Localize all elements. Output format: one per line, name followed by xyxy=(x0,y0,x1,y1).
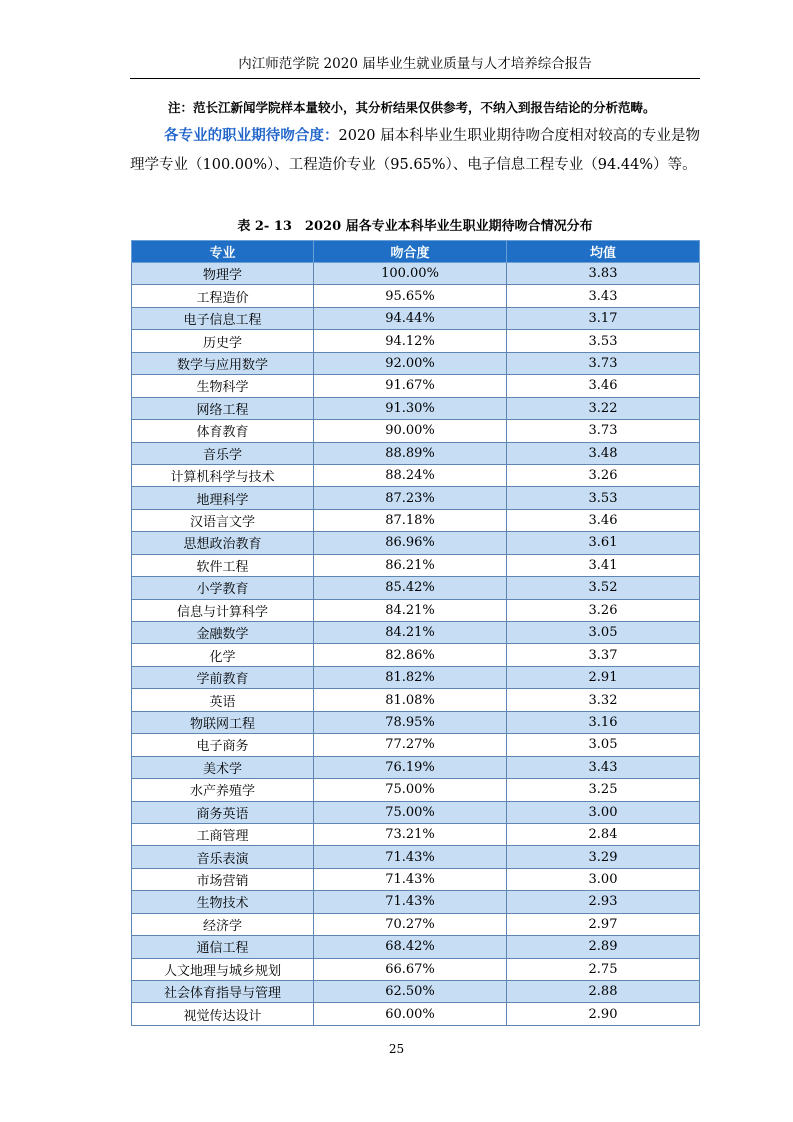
cell-mean: 3.73 xyxy=(507,420,700,442)
cell-match-rate: 91.30% xyxy=(314,397,507,419)
cell-major: 历史学 xyxy=(132,330,314,352)
cell-major: 生物科学 xyxy=(132,375,314,397)
cell-mean: 3.61 xyxy=(507,532,700,554)
table-row xyxy=(132,352,700,374)
cell-mean: 3.17 xyxy=(507,307,700,329)
table-row xyxy=(132,666,700,688)
cell-major: 音乐表演 xyxy=(132,846,314,868)
table-row xyxy=(132,689,700,711)
cell-major: 市场营销 xyxy=(132,868,314,890)
cell-major: 人文地理与城乡规划 xyxy=(132,958,314,980)
cell-mean: 3.53 xyxy=(507,330,700,352)
table-row xyxy=(132,958,700,980)
cell-major: 商务英语 xyxy=(132,801,314,823)
table-header-row xyxy=(132,241,700,263)
cell-match-rate: 71.43% xyxy=(314,891,507,913)
table-row xyxy=(132,487,700,509)
cell-mean: 3.26 xyxy=(507,464,700,486)
cell-major: 水产养殖学 xyxy=(132,779,314,801)
table-row xyxy=(132,913,700,935)
cell-match-rate: 71.43% xyxy=(314,868,507,890)
cell-major: 通信工程 xyxy=(132,936,314,958)
cell-mean: 3.41 xyxy=(507,554,700,576)
table-row xyxy=(132,464,700,486)
cell-match-rate: 86.96% xyxy=(314,532,507,554)
cell-match-rate: 86.21% xyxy=(314,554,507,576)
cell-match-rate: 77.27% xyxy=(314,734,507,756)
table-row xyxy=(132,846,700,868)
table-row xyxy=(132,509,700,531)
cell-match-rate: 71.43% xyxy=(314,846,507,868)
paragraph-lead: 各专业的职业期待吻合度： xyxy=(164,128,339,144)
cell-match-rate: 76.19% xyxy=(314,756,507,778)
cell-major: 信息与计算科学 xyxy=(132,599,314,621)
table-row xyxy=(132,981,700,1003)
cell-match-rate: 87.18% xyxy=(314,509,507,531)
cell-major: 音乐学 xyxy=(132,442,314,464)
table-row xyxy=(132,779,700,801)
cell-mean: 3.00 xyxy=(507,868,700,890)
cell-mean: 2.75 xyxy=(507,958,700,980)
header-major: 专业 xyxy=(132,241,314,263)
table-row xyxy=(132,263,700,285)
cell-major: 数学与应用数学 xyxy=(132,352,314,374)
cell-major: 化学 xyxy=(132,644,314,666)
cell-mean: 3.26 xyxy=(507,599,700,621)
cell-major: 网络工程 xyxy=(132,397,314,419)
cell-mean: 3.52 xyxy=(507,577,700,599)
table-row xyxy=(132,420,700,442)
cell-match-rate: 95.65% xyxy=(314,285,507,307)
cell-match-rate: 62.50% xyxy=(314,981,507,1003)
cell-mean: 2.97 xyxy=(507,913,700,935)
cell-major: 英语 xyxy=(132,689,314,711)
cell-match-rate: 87.23% xyxy=(314,487,507,509)
table-row xyxy=(132,734,700,756)
cell-major: 工程造价 xyxy=(132,285,314,307)
cell-match-rate: 68.42% xyxy=(314,936,507,958)
cell-match-rate: 81.08% xyxy=(314,689,507,711)
table-row xyxy=(132,622,700,644)
table-row xyxy=(132,532,700,554)
table-row xyxy=(132,330,700,352)
cell-mean: 3.43 xyxy=(507,285,700,307)
cell-major: 社会体育指导与管理 xyxy=(132,981,314,1003)
cell-match-rate: 75.00% xyxy=(314,801,507,823)
cell-mean: 3.46 xyxy=(507,509,700,531)
table-row xyxy=(132,397,700,419)
table-row xyxy=(132,756,700,778)
cell-match-rate: 100.00% xyxy=(314,263,507,285)
table-row xyxy=(132,823,700,845)
cell-mean: 3.37 xyxy=(507,644,700,666)
intro-paragraph xyxy=(130,122,700,180)
cell-match-rate: 84.21% xyxy=(314,599,507,621)
cell-major: 小学教育 xyxy=(132,577,314,599)
sample-note: 注：范长江新闻学院样本量较小，其分析结果仅供参考，不纳入到报告结论的分析范畴。 xyxy=(168,100,656,115)
cell-match-rate: 60.00% xyxy=(314,1003,507,1025)
cell-mean: 3.32 xyxy=(507,689,700,711)
page-number: 25 xyxy=(388,1042,405,1056)
header-mean: 均值 xyxy=(507,241,700,263)
cell-mean: 3.29 xyxy=(507,846,700,868)
cell-mean: 3.05 xyxy=(507,622,700,644)
paragraph-body: 2020 届本科毕业生职业期待吻合度相对较高的专业是物理学专业（100.00%）、工程造价专业（95.65%）、电子信息工程专业（94.44%）等。 xyxy=(130,128,701,173)
cell-mean: 2.93 xyxy=(507,891,700,913)
cell-match-rate: 91.67% xyxy=(314,375,507,397)
table-row xyxy=(132,599,700,621)
cell-match-rate: 88.89% xyxy=(314,442,507,464)
cell-mean: 2.89 xyxy=(507,936,700,958)
page-header: 内江师范学院 2020 届毕业生就业质量与人才培养综合报告 xyxy=(130,52,700,79)
cell-major: 学前教育 xyxy=(132,666,314,688)
cell-major: 电子商务 xyxy=(132,734,314,756)
cell-match-rate: 75.00% xyxy=(314,779,507,801)
cell-mean: 3.05 xyxy=(507,734,700,756)
table-row xyxy=(132,285,700,307)
table-row xyxy=(132,375,700,397)
table-row xyxy=(132,554,700,576)
cell-mean: 3.00 xyxy=(507,801,700,823)
table-row xyxy=(132,1003,700,1025)
career-expectation-table xyxy=(131,240,700,1026)
cell-major: 计算机科学与技术 xyxy=(132,464,314,486)
table-caption: 表 2- 13 2020 届各专业本科毕业生职业期待吻合情况分布 xyxy=(237,219,593,234)
cell-match-rate: 73.21% xyxy=(314,823,507,845)
cell-mean: 3.46 xyxy=(507,375,700,397)
cell-major: 生物技术 xyxy=(132,891,314,913)
table-row xyxy=(132,307,700,329)
table-row xyxy=(132,936,700,958)
cell-mean: 3.22 xyxy=(507,397,700,419)
cell-mean: 3.48 xyxy=(507,442,700,464)
cell-mean: 3.53 xyxy=(507,487,700,509)
header-match-rate: 吻合度 xyxy=(314,241,507,263)
table-row xyxy=(132,891,700,913)
cell-major: 物理学 xyxy=(132,263,314,285)
cell-major: 视觉传达设计 xyxy=(132,1003,314,1025)
cell-match-rate: 81.82% xyxy=(314,666,507,688)
cell-match-rate: 92.00% xyxy=(314,352,507,374)
cell-major: 经济学 xyxy=(132,913,314,935)
cell-major: 思想政治教育 xyxy=(132,532,314,554)
table-body xyxy=(132,263,700,1026)
cell-mean: 3.25 xyxy=(507,779,700,801)
cell-match-rate: 84.21% xyxy=(314,622,507,644)
table-row xyxy=(132,644,700,666)
table-row xyxy=(132,868,700,890)
cell-mean: 2.91 xyxy=(507,666,700,688)
cell-match-rate: 85.42% xyxy=(314,577,507,599)
cell-major: 地理科学 xyxy=(132,487,314,509)
cell-match-rate: 90.00% xyxy=(314,420,507,442)
cell-major: 金融数学 xyxy=(132,622,314,644)
cell-match-rate: 82.86% xyxy=(314,644,507,666)
table-row xyxy=(132,801,700,823)
cell-major: 体育教育 xyxy=(132,420,314,442)
cell-match-rate: 78.95% xyxy=(314,711,507,733)
cell-mean: 3.16 xyxy=(507,711,700,733)
cell-major: 汉语言文学 xyxy=(132,509,314,531)
cell-major: 美术学 xyxy=(132,756,314,778)
cell-major: 工商管理 xyxy=(132,823,314,845)
cell-match-rate: 94.12% xyxy=(314,330,507,352)
cell-mean: 3.83 xyxy=(507,263,700,285)
cell-major: 电子信息工程 xyxy=(132,307,314,329)
cell-mean: 2.90 xyxy=(507,1003,700,1025)
cell-major: 软件工程 xyxy=(132,554,314,576)
cell-mean: 2.88 xyxy=(507,981,700,1003)
cell-match-rate: 94.44% xyxy=(314,307,507,329)
cell-major: 物联网工程 xyxy=(132,711,314,733)
cell-mean: 2.84 xyxy=(507,823,700,845)
table-row xyxy=(132,577,700,599)
cell-mean: 3.73 xyxy=(507,352,700,374)
table-row xyxy=(132,442,700,464)
cell-match-rate: 70.27% xyxy=(314,913,507,935)
cell-mean: 3.43 xyxy=(507,756,700,778)
table-row xyxy=(132,711,700,733)
cell-match-rate: 66.67% xyxy=(314,958,507,980)
cell-match-rate: 88.24% xyxy=(314,464,507,486)
